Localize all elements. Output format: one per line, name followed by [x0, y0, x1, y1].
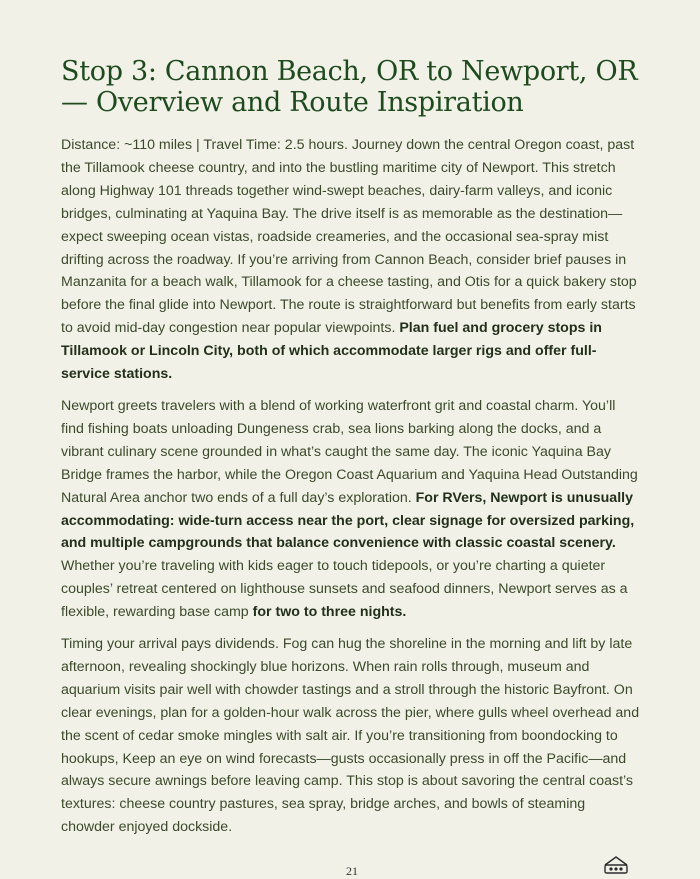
- camper-badge-icon: [601, 855, 631, 874]
- paragraph-text: Distance: ~110 miles | Travel Time: 2.5 hours. Journey down the central Oregon coast, past the Tillamook cheese country, and into the bustling maritime city of Newport. This stretch along Highway 101 threads together wind-swept beaches, dairy-farm valleys, and iconic bridges, culminating at Yaquina Bay. The drive itself is as memorable as the destination—expect sweeping ocean vistas, roadside creameries, and the occasional sea-spray mist drifting across the roadway. If you’re arriving from Cannon Beach, consider brief pauses in Manzanita for a beach walk, Tillamook for a cheese tasting, and Otis for a quick bakery stop before the final glide into Newport. The route is straightforward but benefits from early starts to avoid mid-day congestion near popular viewpoints.: [61, 137, 637, 337]
- paragraph-newport: [61, 395, 641, 624]
- paragraph-text: Timing your arrival pays dividends. Fog can hug the shoreline in the morning and lift by late afternoon, revealing shockingly blue horizons. When rain rolls through, museum and aquarium visits pair well with chowder tastings and a stroll through the historic Bayfront. On clear evenings, plan for a golden-hour walk across the pier, where gulls wheel overhead and the scent of cedar smoke mingles with salt air. If you’re transitioning from boondocking to hookups, Keep an eye on wind forecasts—gusts occasionally press in off the Pacific—and always secure awnings before leaving camp. This stop is about savoring the central coast’s textures: cheese country pastures, sea spray, bridge arches, and bowls of steaming chowder enjoyed dockside.: [61, 636, 640, 836]
- emphasis-text: Plan fuel and grocery stops in Tillamook or Lincoln City, both of which accommodate larger rigs and offer full-service stations.: [61, 320, 602, 383]
- emphasis-text: For RVers, Newport is unusually accommodating: wide-turn access near the port, clear signage for oversized parking, and multiple campgrounds that balance convenience with classic coastal scenery.: [61, 489, 635, 552]
- paragraph-text: Whether you’re traveling with kids eager to touch tidepools, or you’re charting a quieter couples’ retreat centered on lighthouse sunsets and seafood dinners, Newport serves as a flexible, rewarding base camp: [61, 558, 628, 621]
- page-number: 21: [346, 864, 358, 878]
- emphasis-text: for two to three nights.: [252, 604, 407, 621]
- article-body: [61, 134, 641, 848]
- paragraph-text: Newport greets travelers with a blend of working waterfront grit and coastal charm. You’ll find fishing boats unloading Dungeness crab, sea lions barking along the docks, and a vibrant culinary scene grounded in what’s caught the same day. The iconic Yaquina Bay Bridge frames the harbor, while the Oregon Coast Aquarium and Yaquina Head Outstanding Natural Area anchor two ends of a full day’s exploration.: [61, 397, 638, 506]
- paragraph-route-overview: [61, 134, 641, 386]
- page-title: Stop 3: Cannon Beach, OR to Newport, OR — Overview and Route Inspiration: [61, 56, 638, 118]
- paragraph-timing: [61, 633, 641, 839]
